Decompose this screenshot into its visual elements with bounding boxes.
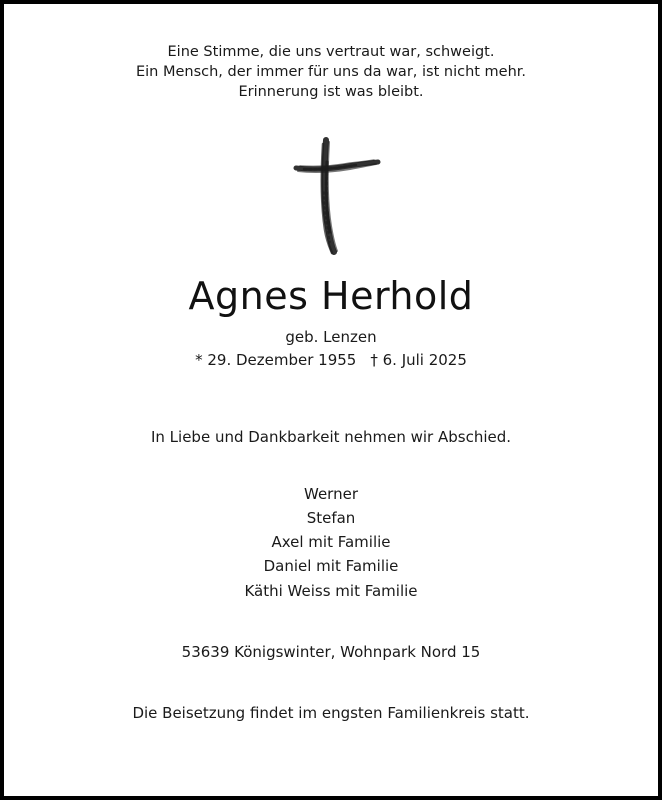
- mourner-4: Daniel mit Familie: [263, 557, 399, 575]
- farewell-text: In Liebe und Dankbarkeit nehmen wir Abschied.: [150, 428, 512, 446]
- death-date: † 6. Juli 2025: [370, 351, 467, 369]
- address: 53639 Königswinter, Wohnpark Nord 15: [181, 643, 481, 661]
- mourner-2: Stefan: [306, 509, 356, 527]
- deceased-name: Agnes Herhold: [188, 274, 474, 318]
- mourner-3: Axel mit Familie: [271, 533, 391, 551]
- mourner-5: Käthi Weiss mit Familie: [244, 582, 418, 600]
- cross-icon: [290, 132, 384, 258]
- birth-date: * 29. Dezember 1955: [195, 351, 357, 369]
- poem-line-3: Erinnerung ist was bleibt.: [238, 84, 424, 100]
- poem-line-1: Eine Stimme, die uns vertraut war, schweigt.: [167, 44, 495, 60]
- maiden-name: geb. Lenzen: [285, 328, 377, 346]
- life-dates: [4, 350, 658, 370]
- poem-line-2: Ein Mensch, der immer für uns da war, ist nicht mehr.: [135, 64, 527, 80]
- funeral-note: Die Beisetzung findet im engsten Familienkreis statt.: [132, 704, 530, 722]
- mourner-1: Werner: [304, 485, 358, 503]
